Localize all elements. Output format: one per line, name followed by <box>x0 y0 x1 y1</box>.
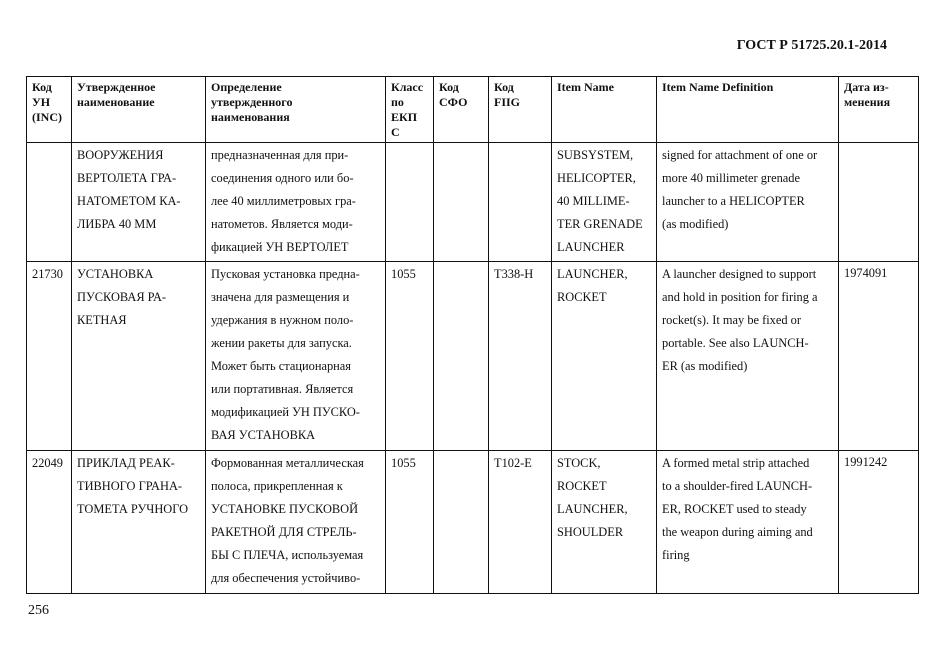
cell-change-date: 1991242 <box>839 451 919 594</box>
cell-inc: 21730 <box>27 262 72 451</box>
cell-item-definition: signed for attachment of one or more 40 millimeter grenade launcher to a HELICOPTER (as modified) <box>657 143 839 262</box>
cell-approved-name: ПРИКЛАД РЕАК- ТИВНОГО ГРАНА- ТОМЕТА РУЧНОГО <box>72 451 206 594</box>
table-row <box>27 143 919 262</box>
cell-item-name: SUBSYSTEM, HELICOPTER, 40 MILLIME- TER GRENADE LAUNCHER <box>552 143 657 262</box>
cell-class <box>386 143 434 262</box>
cell-fiig: T338-H <box>489 262 552 451</box>
cell-fiig <box>489 143 552 262</box>
header-row <box>27 77 919 143</box>
cell-change-date: 1974091 <box>839 262 919 451</box>
cell-sfo <box>434 262 489 451</box>
cell-change-date <box>839 143 919 262</box>
cell-inc <box>27 143 72 262</box>
table-row <box>27 262 919 451</box>
cell-item-name: LAUNCHER, ROCKET <box>552 262 657 451</box>
column-header-change-date: Дата из- менения <box>839 77 919 143</box>
cell-definition: Формованная металлическая полоса, прикрепленная к УСТАНОВКЕ ПУСКОВОЙ РАКЕТНОЙ ДЛЯ СТРЕЛЬ- БЫ С ПЛЕЧА, используемая для обеспечения устойчиво- <box>206 451 386 594</box>
cell-sfo <box>434 143 489 262</box>
column-header-item-definition: Item Name Definition <box>657 77 839 143</box>
cell-class: 1055 <box>386 262 434 451</box>
column-header-definition: Определение утвержденного наименования <box>206 77 386 143</box>
column-header-fiig: Код FIIG <box>489 77 552 143</box>
column-header-inc: Код УН (INC) <box>27 77 72 143</box>
column-header-approved-name: Утвержденное наименование <box>72 77 206 143</box>
cell-approved-name: ВООРУЖЕНИЯ ВЕРТОЛЕТА ГРА- НАТОМЕТОМ КА- ЛИБРА 40 ММ <box>72 143 206 262</box>
cell-fiig: T102-E <box>489 451 552 594</box>
cell-definition: предназначенная для при- соединения одного или бо- лее 40 миллиметровых гра- натометов. Является моди- фикацией УН ВЕРТОЛЕТ <box>206 143 386 262</box>
catalog-table <box>26 76 919 594</box>
cell-item-definition: A formed metal strip attached to a shoulder-fired LAUNCH- ER, ROCKET used to steady the weapon during aiming and firing <box>657 451 839 594</box>
column-header-sfo: Код СФО <box>434 77 489 143</box>
cell-inc: 22049 <box>27 451 72 594</box>
cell-class: 1055 <box>386 451 434 594</box>
table-row <box>27 451 919 594</box>
cell-approved-name: УСТАНОВКА ПУСКОВАЯ РА- КЕТНАЯ <box>72 262 206 451</box>
cell-sfo <box>434 451 489 594</box>
document-title: ГОСТ Р 51725.20.1-2014 <box>736 38 887 53</box>
column-header-class: Класс по ЕКП С <box>386 77 434 143</box>
cell-definition: Пусковая установка предна- значена для размещения и удержания в нужном поло- жении ракеты для запуска. Может быть стационарная или портативная. Является модификацией УН ПУСКО- ВАЯ УСТАНОВКА <box>206 262 386 451</box>
page-number: 256 <box>28 603 49 618</box>
column-header-item-name: Item Name <box>552 77 657 143</box>
cell-item-definition: A launcher designed to support and hold in position for firing a rocket(s). It may be fixed or portable. See also LAUNCH- ER (as modified) <box>657 262 839 451</box>
cell-item-name: STOCK, ROCKET LAUNCHER, SHOULDER <box>552 451 657 594</box>
